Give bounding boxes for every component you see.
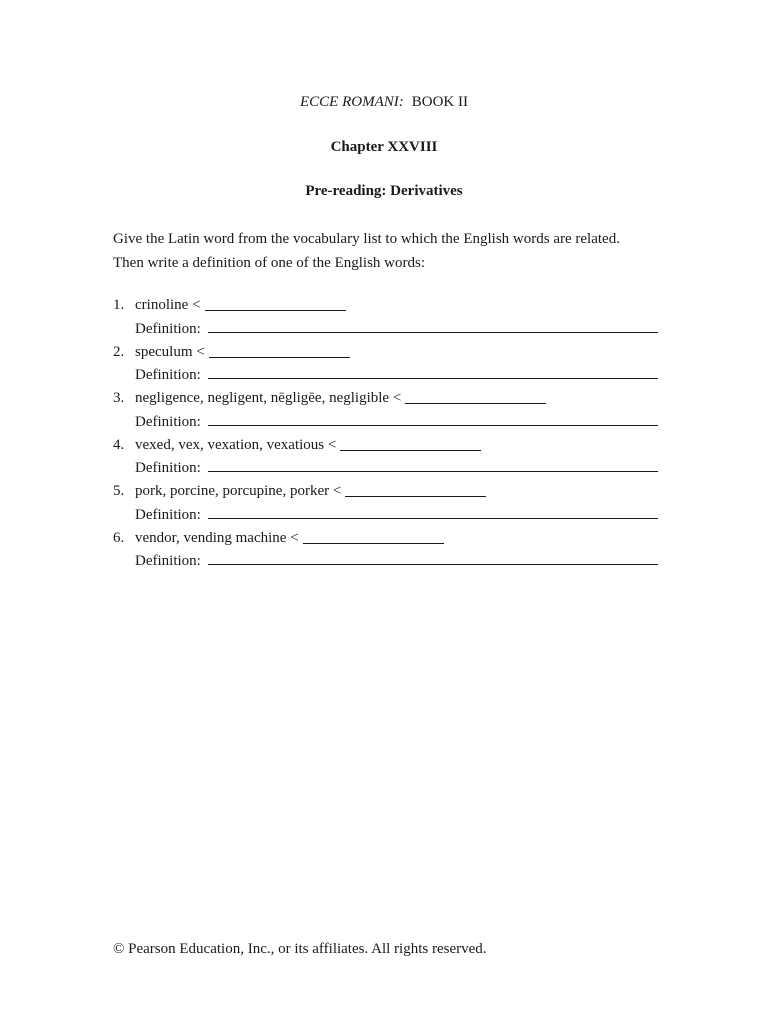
section-heading: Pre-reading: Derivatives [305, 183, 463, 199]
exercise-item [113, 527, 658, 574]
item-number: 1. [113, 297, 125, 313]
page-title [0, 94, 768, 111]
definition-label: Definition: [135, 413, 201, 430]
book-title: ECCE ROMANI: [300, 94, 404, 110]
latin-word-blank[interactable] [209, 343, 350, 358]
item-number: 6. [113, 529, 125, 546]
book-volume: BOOK II [411, 94, 468, 110]
item-number: 4. [113, 436, 125, 453]
definition-blank[interactable] [208, 411, 658, 426]
exercise-item [113, 434, 658, 481]
item-words: speculum < [135, 343, 205, 360]
latin-word-blank[interactable] [405, 389, 546, 404]
chapter-heading: Chapter XXVIII [330, 139, 438, 155]
latin-word-blank[interactable] [340, 436, 481, 451]
definition-label: Definition: [135, 460, 201, 476]
exercise-item [113, 480, 658, 527]
item-words: vendor, vending machine < [135, 529, 299, 546]
definition-blank[interactable] [208, 318, 658, 333]
item-number: 3. [113, 390, 125, 406]
item-number: 5. [113, 483, 125, 499]
instructions [113, 227, 673, 275]
latin-word-blank[interactable] [303, 529, 444, 544]
definition-blank[interactable] [208, 550, 658, 565]
item-words: negligence, negligent, nēgligēe, negligible < [135, 390, 402, 406]
definition-label: Definition: [135, 367, 201, 383]
copyright-notice: © Pearson Education, Inc., or its affiliates. All rights reserved. [113, 941, 487, 957]
exercise-list [113, 294, 658, 573]
definition-blank[interactable] [208, 457, 658, 472]
exercise-item [113, 387, 658, 434]
latin-word-blank[interactable] [205, 296, 346, 311]
instructions-line: Give the Latin word from the vocabulary list to which the English words are related. [113, 231, 620, 247]
item-words: vexed, vex, vexation, vexatious < [135, 436, 337, 453]
definition-label: Definition: [135, 320, 201, 337]
item-words: pork, porcine, porcupine, porker < [135, 483, 342, 499]
item-number: 2. [113, 343, 125, 360]
definition-label: Definition: [135, 553, 201, 569]
definition-blank[interactable] [208, 504, 658, 519]
instructions-line: Then write a definition of one of the English words: [113, 255, 426, 271]
exercise-item [113, 341, 658, 388]
definition-label: Definition: [135, 506, 201, 523]
exercise-item [113, 294, 658, 341]
latin-word-blank[interactable] [345, 482, 486, 497]
item-words: crinoline < [135, 297, 201, 313]
definition-blank[interactable] [208, 364, 658, 379]
